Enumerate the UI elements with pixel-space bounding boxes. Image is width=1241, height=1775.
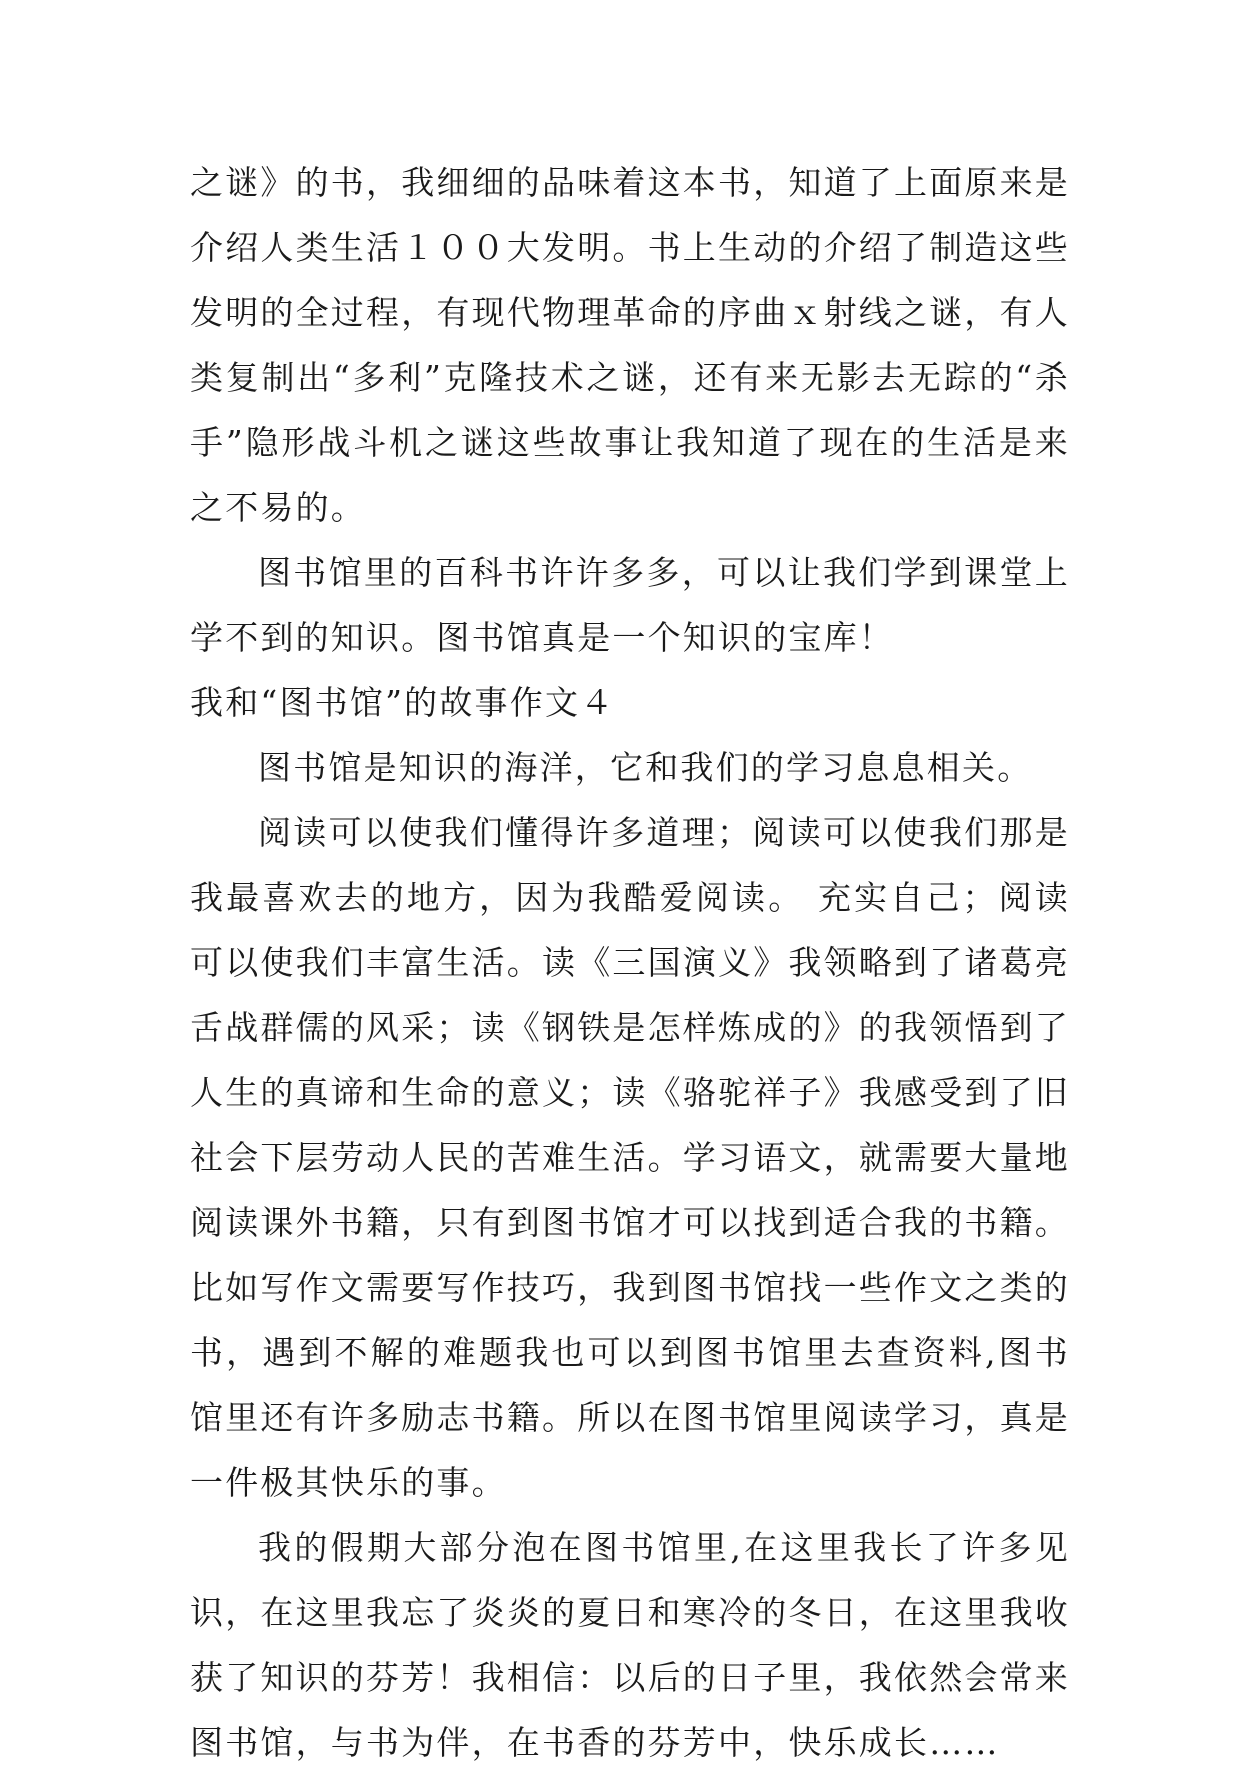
document-body [190, 150, 1070, 1775]
essay-heading: 我和“图书馆”的故事作文４ [190, 683, 616, 722]
paragraph-library-ocean: 图书馆是知识的海洋，它和我们的学习息息相关。 [258, 748, 1033, 787]
paragraph-reading-benefits: 阅读可以使我们懂得许多道理；阅读可以使我们那是我最喜欢去的地方，因为我酷爱阅读。 充实自己；阅读可以使我们丰富生活。读《三国演义》我领略到了诸葛亮舌战群儒的风采；读《钢铁是怎样炼成的》的我领悟到了人生的真谛和生命的意义；读《骆驼祥子》我感受到了旧社会下层劳动人民的苦难生活。学习语文，就需要大量地阅读课外书籍，只有到图书馆才可以找到适合我的书籍。比如写作文需要写作技巧，我到图书馆找一些作文之类的书，遇到不解的难题我也可以到图书馆里去查资料,图书馆里还有许多励志书籍。所以在图书馆里阅读学习，真是一件极其快乐的事。 [190, 813, 1070, 1502]
paragraph-encyclopedia: 图书馆里的百科书许许多多，可以让我们学到课堂上学不到的知识。图书馆真是一个知识的宝库！ [190, 553, 1070, 657]
paragraph-book-review: 之谜》的书，我细细的品味着这本书，知道了上面原来是介绍人类生活１００大发明。书上生动的介绍了制造这些发明的全过程，有现代物理革命的序曲ｘ射线之谜，有人类复制出“多利”克隆技术之谜，还有来无影去无踪的“杀手”隐形战斗机之谜这些故事让我知道了现在的生活是来之不易的。 [190, 163, 1070, 527]
paragraph-holiday: 我的假期大部分泡在图书馆里,在这里我长了许多见识，在这里我忘了炎炎的夏日和寒冷的冬日，在这里我收获了知识的芬芳！我相信：以后的日子里，我依然会常来图书馆，与书为伴，在书香的芬芳中，快乐成长…… [190, 1528, 1070, 1762]
